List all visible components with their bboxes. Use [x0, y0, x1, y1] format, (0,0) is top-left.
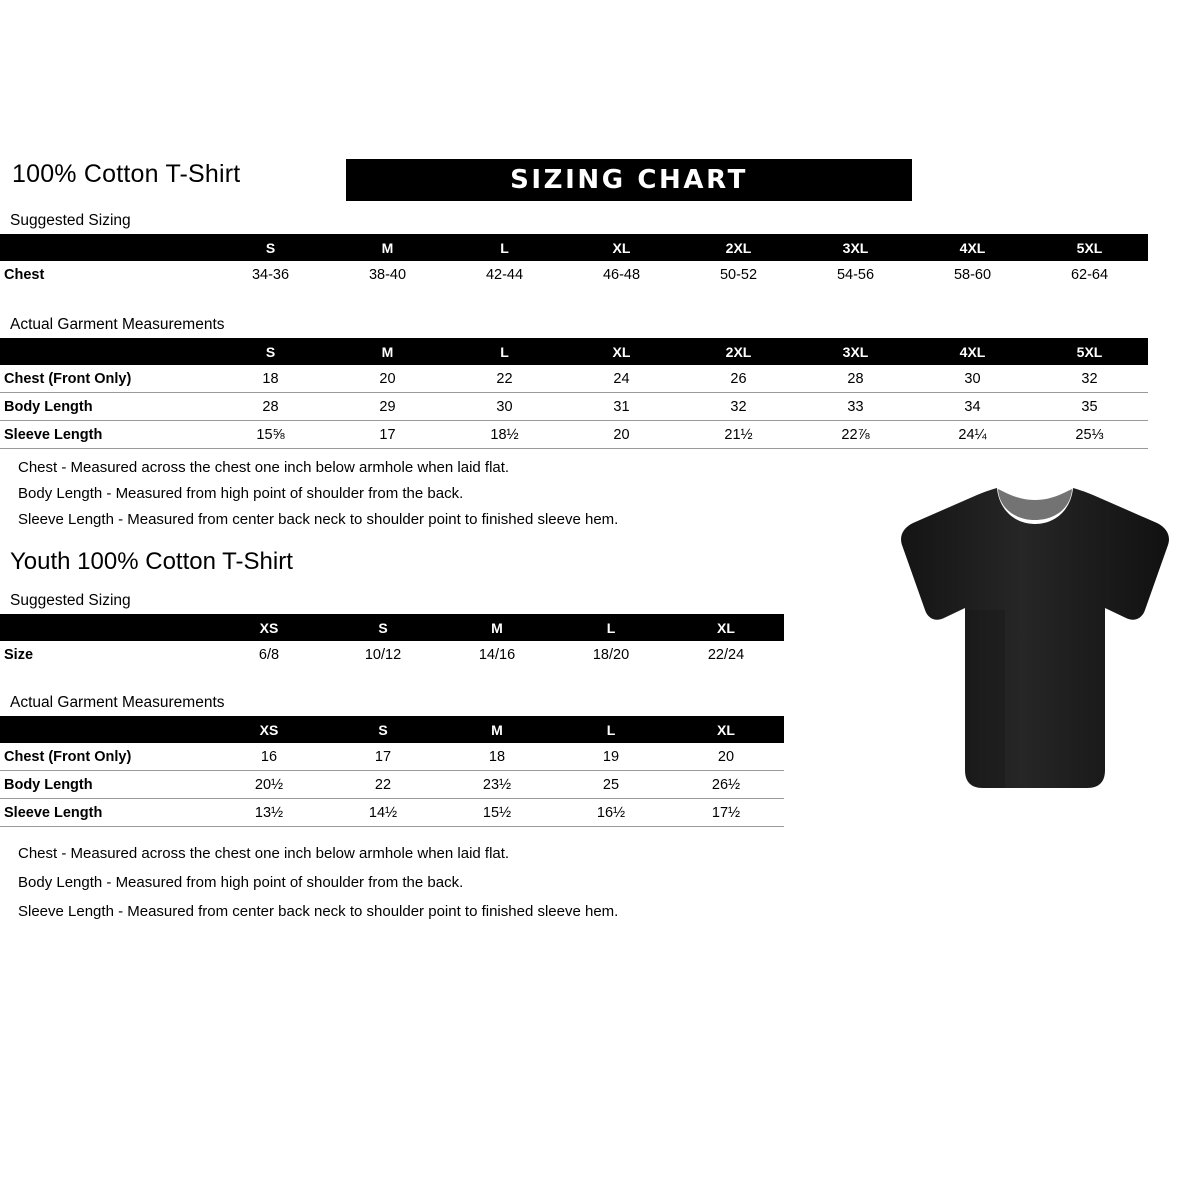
table-cell: 19	[602, 748, 620, 765]
table-cell: 54-56	[836, 266, 875, 283]
table-cell: 24¼	[958, 426, 987, 443]
table-cell: 30	[964, 370, 981, 387]
column-header-5xl: 5XL	[1031, 338, 1148, 365]
table-cell: 46-48	[602, 266, 641, 283]
table-row	[0, 799, 784, 827]
table-cell: 16½	[596, 804, 626, 821]
table-cell: 10/12	[364, 646, 402, 663]
table-cell: 33	[847, 398, 864, 415]
youth-suggested-sizing-table	[0, 614, 784, 668]
youth-section-title: Youth 100% Cotton T-Shirt	[10, 548, 293, 575]
table-cell: 22⅞	[841, 426, 870, 443]
adult-note-body-length: Body Length - Measured from high point of shoulder from the back.	[18, 485, 464, 502]
column-header-blank	[0, 234, 212, 261]
table-header-row	[0, 234, 1148, 261]
table-row	[0, 771, 784, 799]
table-row	[0, 393, 1148, 421]
table-cell: 30	[496, 398, 513, 415]
column-header-l: L	[554, 614, 668, 641]
column-header-xl: XL	[563, 234, 680, 261]
column-header-3xl: 3XL	[797, 338, 914, 365]
table-cell: 23½	[482, 776, 512, 793]
table-cell: 18/20	[592, 646, 630, 663]
column-header-2xl: 2XL	[680, 234, 797, 261]
column-header-l: L	[446, 234, 563, 261]
table-cell: 14½	[368, 804, 398, 821]
row-header: Sleeve Length	[4, 804, 103, 821]
column-header-l: L	[554, 716, 668, 743]
column-header-4xl: 4XL	[914, 234, 1031, 261]
table-cell: 50-52	[719, 266, 758, 283]
table-cell: 62-64	[1070, 266, 1109, 283]
youth-actual-measurements-label: Actual Garment Measurements	[10, 694, 225, 711]
row-header: Sleeve Length	[4, 426, 103, 443]
youth-note-chest: Chest - Measured across the chest one inch below armhole when laid flat.	[18, 845, 510, 862]
table-cell: 26	[730, 370, 747, 387]
table-cell: 28	[847, 370, 864, 387]
column-header-l: L	[446, 338, 563, 365]
row-header: Chest	[4, 266, 45, 283]
youth-note-body-length: Body Length - Measured from high point of shoulder from the back.	[18, 874, 464, 891]
table-cell: 28	[262, 398, 279, 415]
table-cell: 15½	[482, 804, 512, 821]
table-cell: 18	[262, 370, 279, 387]
table-cell: 21½	[724, 426, 753, 443]
table-cell: 31	[613, 398, 630, 415]
table-cell: 32	[730, 398, 747, 415]
table-header-row	[0, 338, 1148, 365]
column-header-s: S	[212, 234, 329, 261]
table-cell: 6/8	[258, 646, 280, 663]
table-cell: 17	[379, 426, 396, 443]
table-cell: 17	[374, 748, 392, 765]
table-cell: 26½	[711, 776, 741, 793]
table-cell: 22/24	[707, 646, 745, 663]
table-cell: 15⅝	[256, 426, 285, 443]
table-cell: 17½	[711, 804, 741, 821]
table-cell: 18	[488, 748, 506, 765]
youth-suggested-sizing-label: Suggested Sizing	[10, 592, 131, 609]
column-header-m: M	[440, 716, 554, 743]
adult-actual-measurements-label: Actual Garment Measurements	[10, 316, 225, 333]
table-row	[0, 421, 1148, 449]
table-cell: 29	[379, 398, 396, 415]
column-header-m: M	[440, 614, 554, 641]
youth-actual-measurements-table	[0, 716, 784, 827]
table-cell: 16	[260, 748, 278, 765]
column-header-xl: XL	[563, 338, 680, 365]
adult-suggested-sizing-label: Suggested Sizing	[10, 212, 131, 229]
table-cell: 20	[613, 426, 630, 443]
table-cell: 32	[1081, 370, 1098, 387]
youth-note-sleeve-length: Sleeve Length - Measured from center back neck to shoulder point to finished sleeve hem.	[18, 903, 619, 920]
column-header-m: M	[329, 234, 446, 261]
row-header: Body Length	[4, 398, 93, 415]
column-header-blank	[0, 338, 212, 365]
adult-suggested-sizing-table	[0, 234, 1148, 288]
black-tshirt-illustration	[885, 470, 1185, 810]
table-cell: 14/16	[478, 646, 516, 663]
adult-note-sleeve-length: Sleeve Length - Measured from center back neck to shoulder point to finished sleeve hem.	[18, 511, 619, 528]
row-header: Chest (Front Only)	[4, 370, 132, 387]
table-cell: 24	[613, 370, 630, 387]
table-cell: 42-44	[485, 266, 524, 283]
table-header-row	[0, 716, 784, 743]
table-header-row	[0, 614, 784, 641]
row-header: Size	[4, 646, 34, 663]
adult-actual-measurements-table	[0, 338, 1148, 449]
table-cell: 22	[374, 776, 392, 793]
column-header-2xl: 2XL	[680, 338, 797, 365]
table-cell: 25	[602, 776, 620, 793]
table-cell: 20½	[254, 776, 284, 793]
column-header-m: M	[329, 338, 446, 365]
table-cell: 22	[496, 370, 513, 387]
column-header-s: S	[326, 716, 440, 743]
column-header-5xl: 5XL	[1031, 234, 1148, 261]
row-header: Body Length	[4, 776, 93, 793]
column-header-xs: XS	[212, 716, 326, 743]
table-cell: 20	[717, 748, 735, 765]
table-cell: 35	[1081, 398, 1098, 415]
table-cell: 13½	[254, 804, 284, 821]
column-header-xl: XL	[668, 716, 784, 743]
table-cell: 58-60	[953, 266, 992, 283]
column-header-s: S	[212, 338, 329, 365]
column-header-blank	[0, 716, 212, 743]
table-row	[0, 641, 784, 668]
header	[10, 160, 1190, 204]
table-cell: 38-40	[368, 266, 407, 283]
table-row	[0, 261, 1148, 288]
adult-note-chest: Chest - Measured across the chest one inch below armhole when laid flat.	[18, 459, 510, 476]
table-cell: 34	[964, 398, 981, 415]
sizing-chart-banner-text: SIZING CHART	[510, 165, 748, 195]
table-row	[0, 365, 1148, 393]
column-header-blank	[0, 614, 212, 641]
column-header-3xl: 3XL	[797, 234, 914, 261]
page-title: 100% Cotton T-Shirt	[12, 160, 241, 188]
sizing-chart-banner	[346, 159, 912, 201]
column-header-xl: XL	[668, 614, 784, 641]
table-row	[0, 743, 784, 771]
column-header-s: S	[326, 614, 440, 641]
table-cell: 34-36	[251, 266, 290, 283]
table-cell: 20	[379, 370, 396, 387]
row-header: Chest (Front Only)	[4, 748, 132, 765]
column-header-4xl: 4XL	[914, 338, 1031, 365]
table-cell: 18½	[490, 426, 519, 443]
column-header-xs: XS	[212, 614, 326, 641]
table-cell: 25⅓	[1075, 426, 1104, 443]
